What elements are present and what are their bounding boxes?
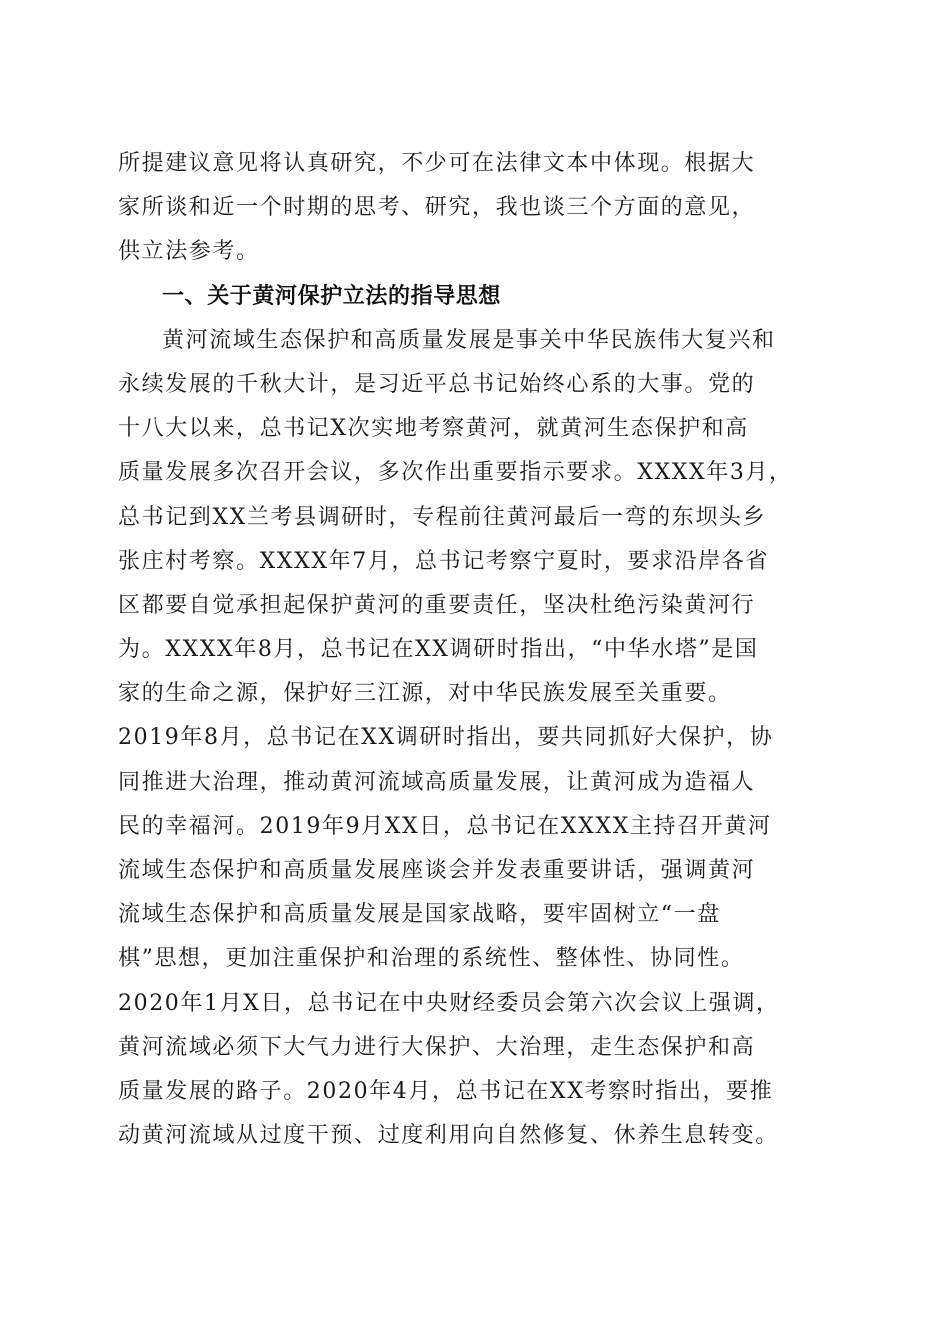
body-line-18: 质量发展的路子。2020年4月，总书记在XX考察时指出，要推 bbox=[118, 1078, 774, 1104]
body-line-12: 民的幸福河。2019年9月XX日，总书记在XXXX主持召开黄河 bbox=[118, 813, 772, 839]
body-line-1: 黄河流域生态保护和高质量发展是事关中华民族伟大复兴和 bbox=[162, 327, 776, 353]
intro-line-1: 所提建议意见将认真研究，不少可在法律文本中体现。根据大 bbox=[118, 151, 756, 176]
body-line-16: 2020年1月X日，总书记在中央财经委员会第六次会议上强调， bbox=[118, 990, 780, 1016]
body-line-8: 为。XXXX年8月，总书记在XX调研时指出，“中华水塔”是国 bbox=[118, 637, 759, 663]
body-line-14: 流域生态保护和高质量发展是国家战略，要牢固树立“一盘 bbox=[118, 902, 721, 928]
section-heading: 一、关于黄河保护立法的指导思想 bbox=[162, 283, 502, 309]
body-line-7: 区都要自觉承担起保护黄河的重要责任，坚决杜绝污染黄河行 bbox=[118, 592, 756, 618]
body-line-9: 家的生命之源，保护好三江源，对中华民族发展至关重要。 bbox=[118, 681, 732, 707]
body-line-13: 流域生态保护和高质量发展座谈会并发表重要讲话，强调黄河 bbox=[118, 858, 756, 883]
body-line-19: 动黄河流域从过度干预、过度利用向自然修复、休养生息转变。 bbox=[118, 1123, 779, 1149]
body-line-11: 同推进大治理，推动黄河流域高质量发展，让黄河成为造福人 bbox=[118, 769, 756, 795]
body-line-3: 十八大以来，总书记X次实地考察黄河，就黄河生态保护和高 bbox=[118, 416, 749, 442]
body-line-2: 永续发展的千秋大计，是习近平总书记始终心系的大事。党的 bbox=[118, 371, 756, 397]
body-line-5: 总书记到XX兰考县调研时，专程前往黄河最后一弯的东坝头乡 bbox=[118, 504, 767, 530]
body-line-10: 2019年8月，总书记在XX调研时指出，要共同抓好大保护，协 bbox=[118, 725, 774, 751]
document-body bbox=[118, 142, 848, 1158]
body-line-17: 黄河流域必须下大气力进行大保护、大治理，走生态保护和高 bbox=[118, 1034, 756, 1060]
body-line-15: 棋”思想，更加注重保护和治理的系统性、整体性、协同性。 bbox=[118, 946, 745, 972]
intro-line-2: 家所谈和近一个时期的思考、研究，我也谈三个方面的意见， bbox=[118, 195, 756, 221]
body-line-6: 张庄村考察。XXXX年7月，总书记考察宁夏时，要求沿岸各省 bbox=[118, 548, 770, 574]
body-line-4: 质量发展多次召开会议，多次作出重要指示要求。XXXX年3月， bbox=[118, 460, 793, 486]
intro-line-3: 供立法参考。 bbox=[118, 239, 260, 265]
